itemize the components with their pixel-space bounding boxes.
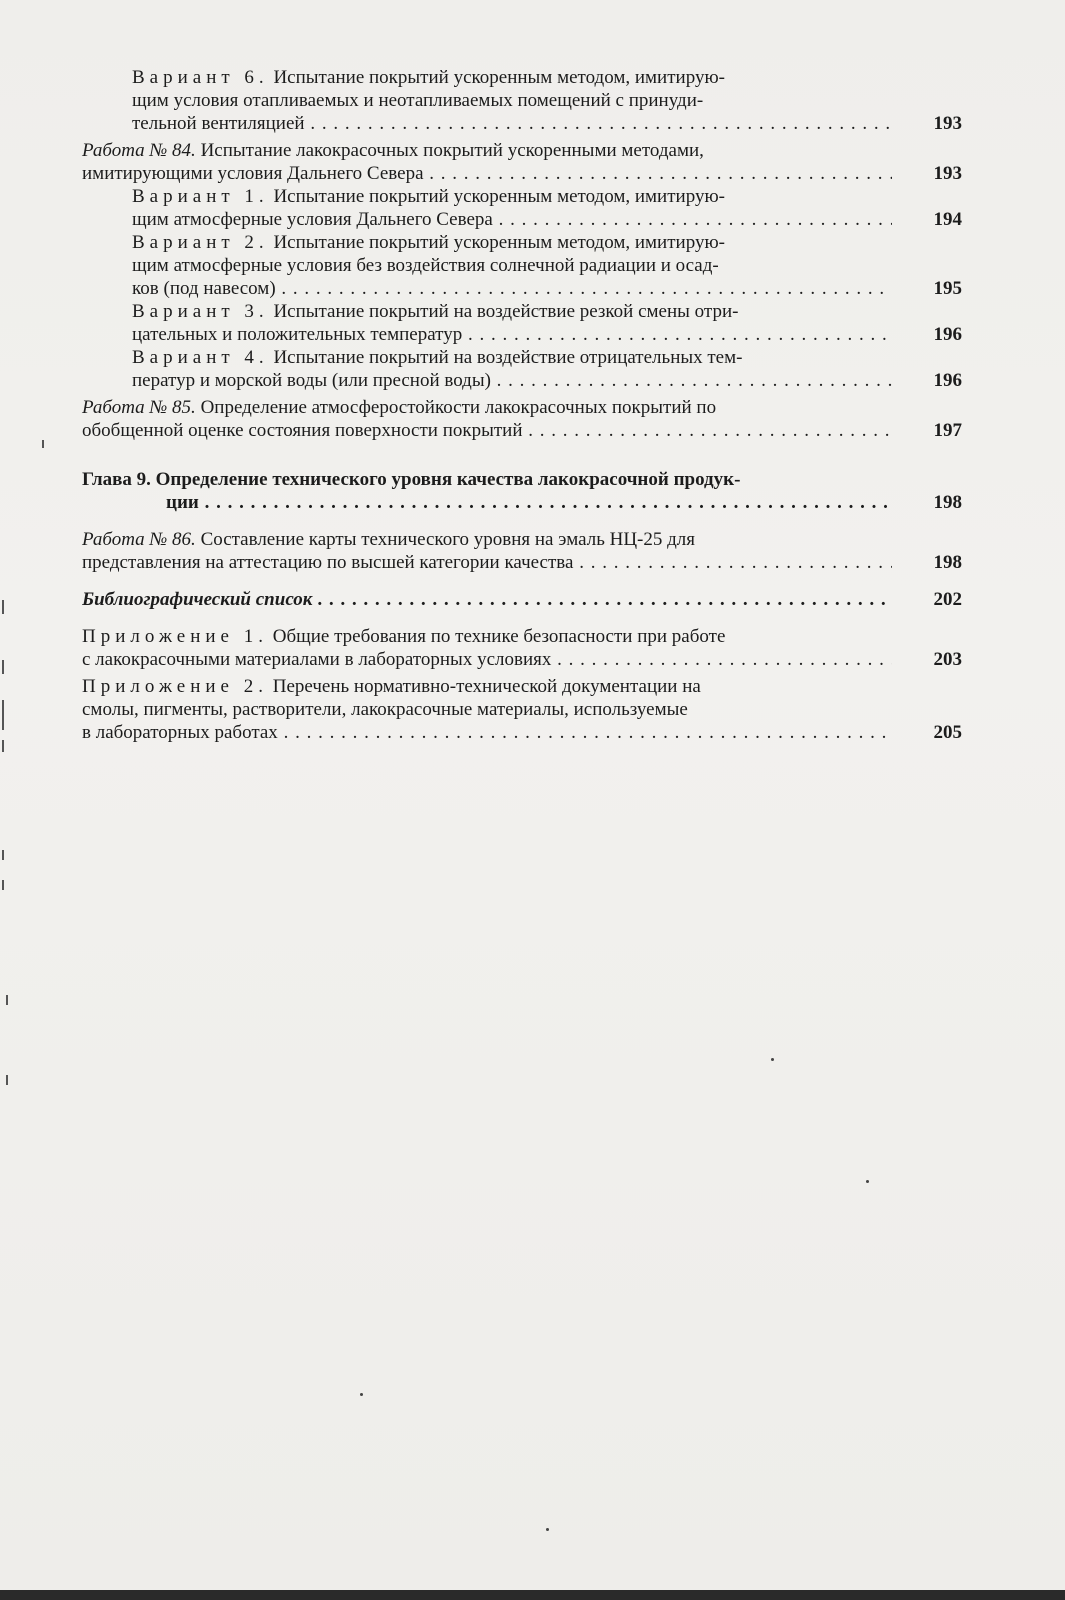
page-number: 196 <box>933 324 962 345</box>
entry-label: Работа № 84. <box>82 140 196 161</box>
entry-last-line: в лабораторных работах . . . <box>82 721 892 744</box>
page-number: 203 <box>933 649 962 670</box>
entry-last-line: цательных и положительных температур . . . <box>132 323 892 346</box>
scan-speck <box>2 600 4 614</box>
entry-label: Вариант 2. <box>132 232 269 253</box>
toc-entry-variant-3[interactable] <box>82 300 962 346</box>
scan-speck <box>2 700 4 730</box>
entry-line: смолы, пигменты, растворители, лакокрасочные материалы, используемые <box>82 699 688 720</box>
entry-last-line: ков (под навесом) . . . <box>132 277 892 300</box>
toc-entry-appendix-1[interactable] <box>82 625 962 671</box>
toc-entry-variant-2[interactable] <box>82 231 962 300</box>
chapter-label: Глава 9. <box>82 469 151 490</box>
entry-last-line: с лакокрасочными материалами в лабораторных условиях . . . <box>82 648 892 671</box>
entry-label: Вариант 4. <box>132 347 269 368</box>
bibliography-label: Библиографический список . . . <box>82 588 892 611</box>
page-number: 193 <box>933 163 962 184</box>
page-number: 195 <box>933 278 962 299</box>
entry-line: Общие требования по технике безопасности при работе <box>272 626 726 647</box>
scan-speck <box>2 660 4 674</box>
entry-line: щим атмосферные условия без воздействия солнечной радиации и осад- <box>132 255 719 276</box>
scan-speck <box>6 1075 8 1085</box>
toc-entry-chapter-9[interactable] <box>82 468 962 514</box>
entry-last-line: представления на аттестацию по высшей категории качества . . . <box>82 551 892 574</box>
entry-label: Вариант 3. <box>132 301 269 322</box>
entry-line: Перечень нормативно-технической документации на <box>272 676 701 697</box>
entry-line: Испытание покрытий ускоренным методом, имитирую- <box>273 232 725 253</box>
toc-entry-work-86[interactable] <box>82 528 962 574</box>
page-number: 205 <box>933 722 962 743</box>
entry-last-line: имитирующими условия Дальнего Севера . . . <box>82 162 892 185</box>
scan-speck <box>866 1180 869 1183</box>
toc-entry-work-85[interactable] <box>82 396 962 442</box>
page-number: 196 <box>933 370 962 391</box>
page-number: 198 <box>933 492 962 513</box>
scan-speck <box>2 850 4 860</box>
entry-line: Определение атмосферостойкости лакокрасочных покрытий по <box>200 397 717 418</box>
entry-line: Определение технического уровня качества лакокрасочной продук- <box>155 469 741 490</box>
entry-label: Вариант 1. <box>132 186 269 207</box>
entry-label: Работа № 86. <box>82 529 196 550</box>
scan-speck <box>360 1393 363 1396</box>
entry-last-line: обобщенной оценке состояния поверхности покрытий . . . <box>82 419 892 442</box>
scan-bottom-edge <box>0 1590 1065 1600</box>
toc-entry-variant-4[interactable] <box>82 346 962 392</box>
scan-speck <box>2 880 4 890</box>
toc-entry-appendix-2[interactable] <box>82 675 962 744</box>
entry-label: Приложение 1. <box>82 626 268 647</box>
entry-line: Испытание покрытий на воздействие резкой смены отри- <box>273 301 739 322</box>
scan-speck <box>771 1058 774 1061</box>
page-number: 197 <box>933 420 962 441</box>
entry-last-line: щим атмосферные условия Дальнего Севера . . . <box>132 208 892 231</box>
entry-line: щим условия отапливаемых и неотапливаемых помещений с принуди- <box>132 90 704 111</box>
toc-entry-variant-1[interactable] <box>82 185 962 231</box>
page-number: 193 <box>933 113 962 134</box>
page-number: 194 <box>933 209 962 230</box>
scan-speck <box>6 995 8 1005</box>
scan-speck <box>2 740 4 752</box>
entry-last-line: тельной вентиляцией . . . <box>132 112 892 135</box>
entry-label: Приложение 2. <box>82 676 268 697</box>
entry-line: Испытание покрытий ускоренным методом, имитирую- <box>273 67 725 88</box>
scan-speck <box>42 440 44 448</box>
page-number: 198 <box>933 552 962 573</box>
entry-line: Испытание лакокрасочных покрытий ускоренными методами, <box>200 140 704 161</box>
scan-speck <box>546 1528 549 1531</box>
toc-entry-variant-6[interactable] <box>82 66 962 135</box>
entry-last-line: ператур и морской воды (или пресной воды) . . . <box>132 369 892 392</box>
entry-label: Работа № 85. <box>82 397 196 418</box>
entry-line: Составление карты технического уровня на эмаль НЦ-25 для <box>200 529 696 550</box>
page-number: 202 <box>933 589 962 610</box>
toc-entry-bibliography[interactable] <box>82 588 962 611</box>
table-of-contents <box>82 66 962 744</box>
entry-last-line: ции . . . <box>82 491 892 514</box>
entry-line: Испытание покрытий на воздействие отрицательных тем- <box>273 347 743 368</box>
entry-label: Вариант 6. <box>132 67 269 88</box>
entry-line: Испытание покрытий ускоренным методом, имитирую- <box>273 186 725 207</box>
toc-entry-work-84[interactable] <box>82 139 962 185</box>
